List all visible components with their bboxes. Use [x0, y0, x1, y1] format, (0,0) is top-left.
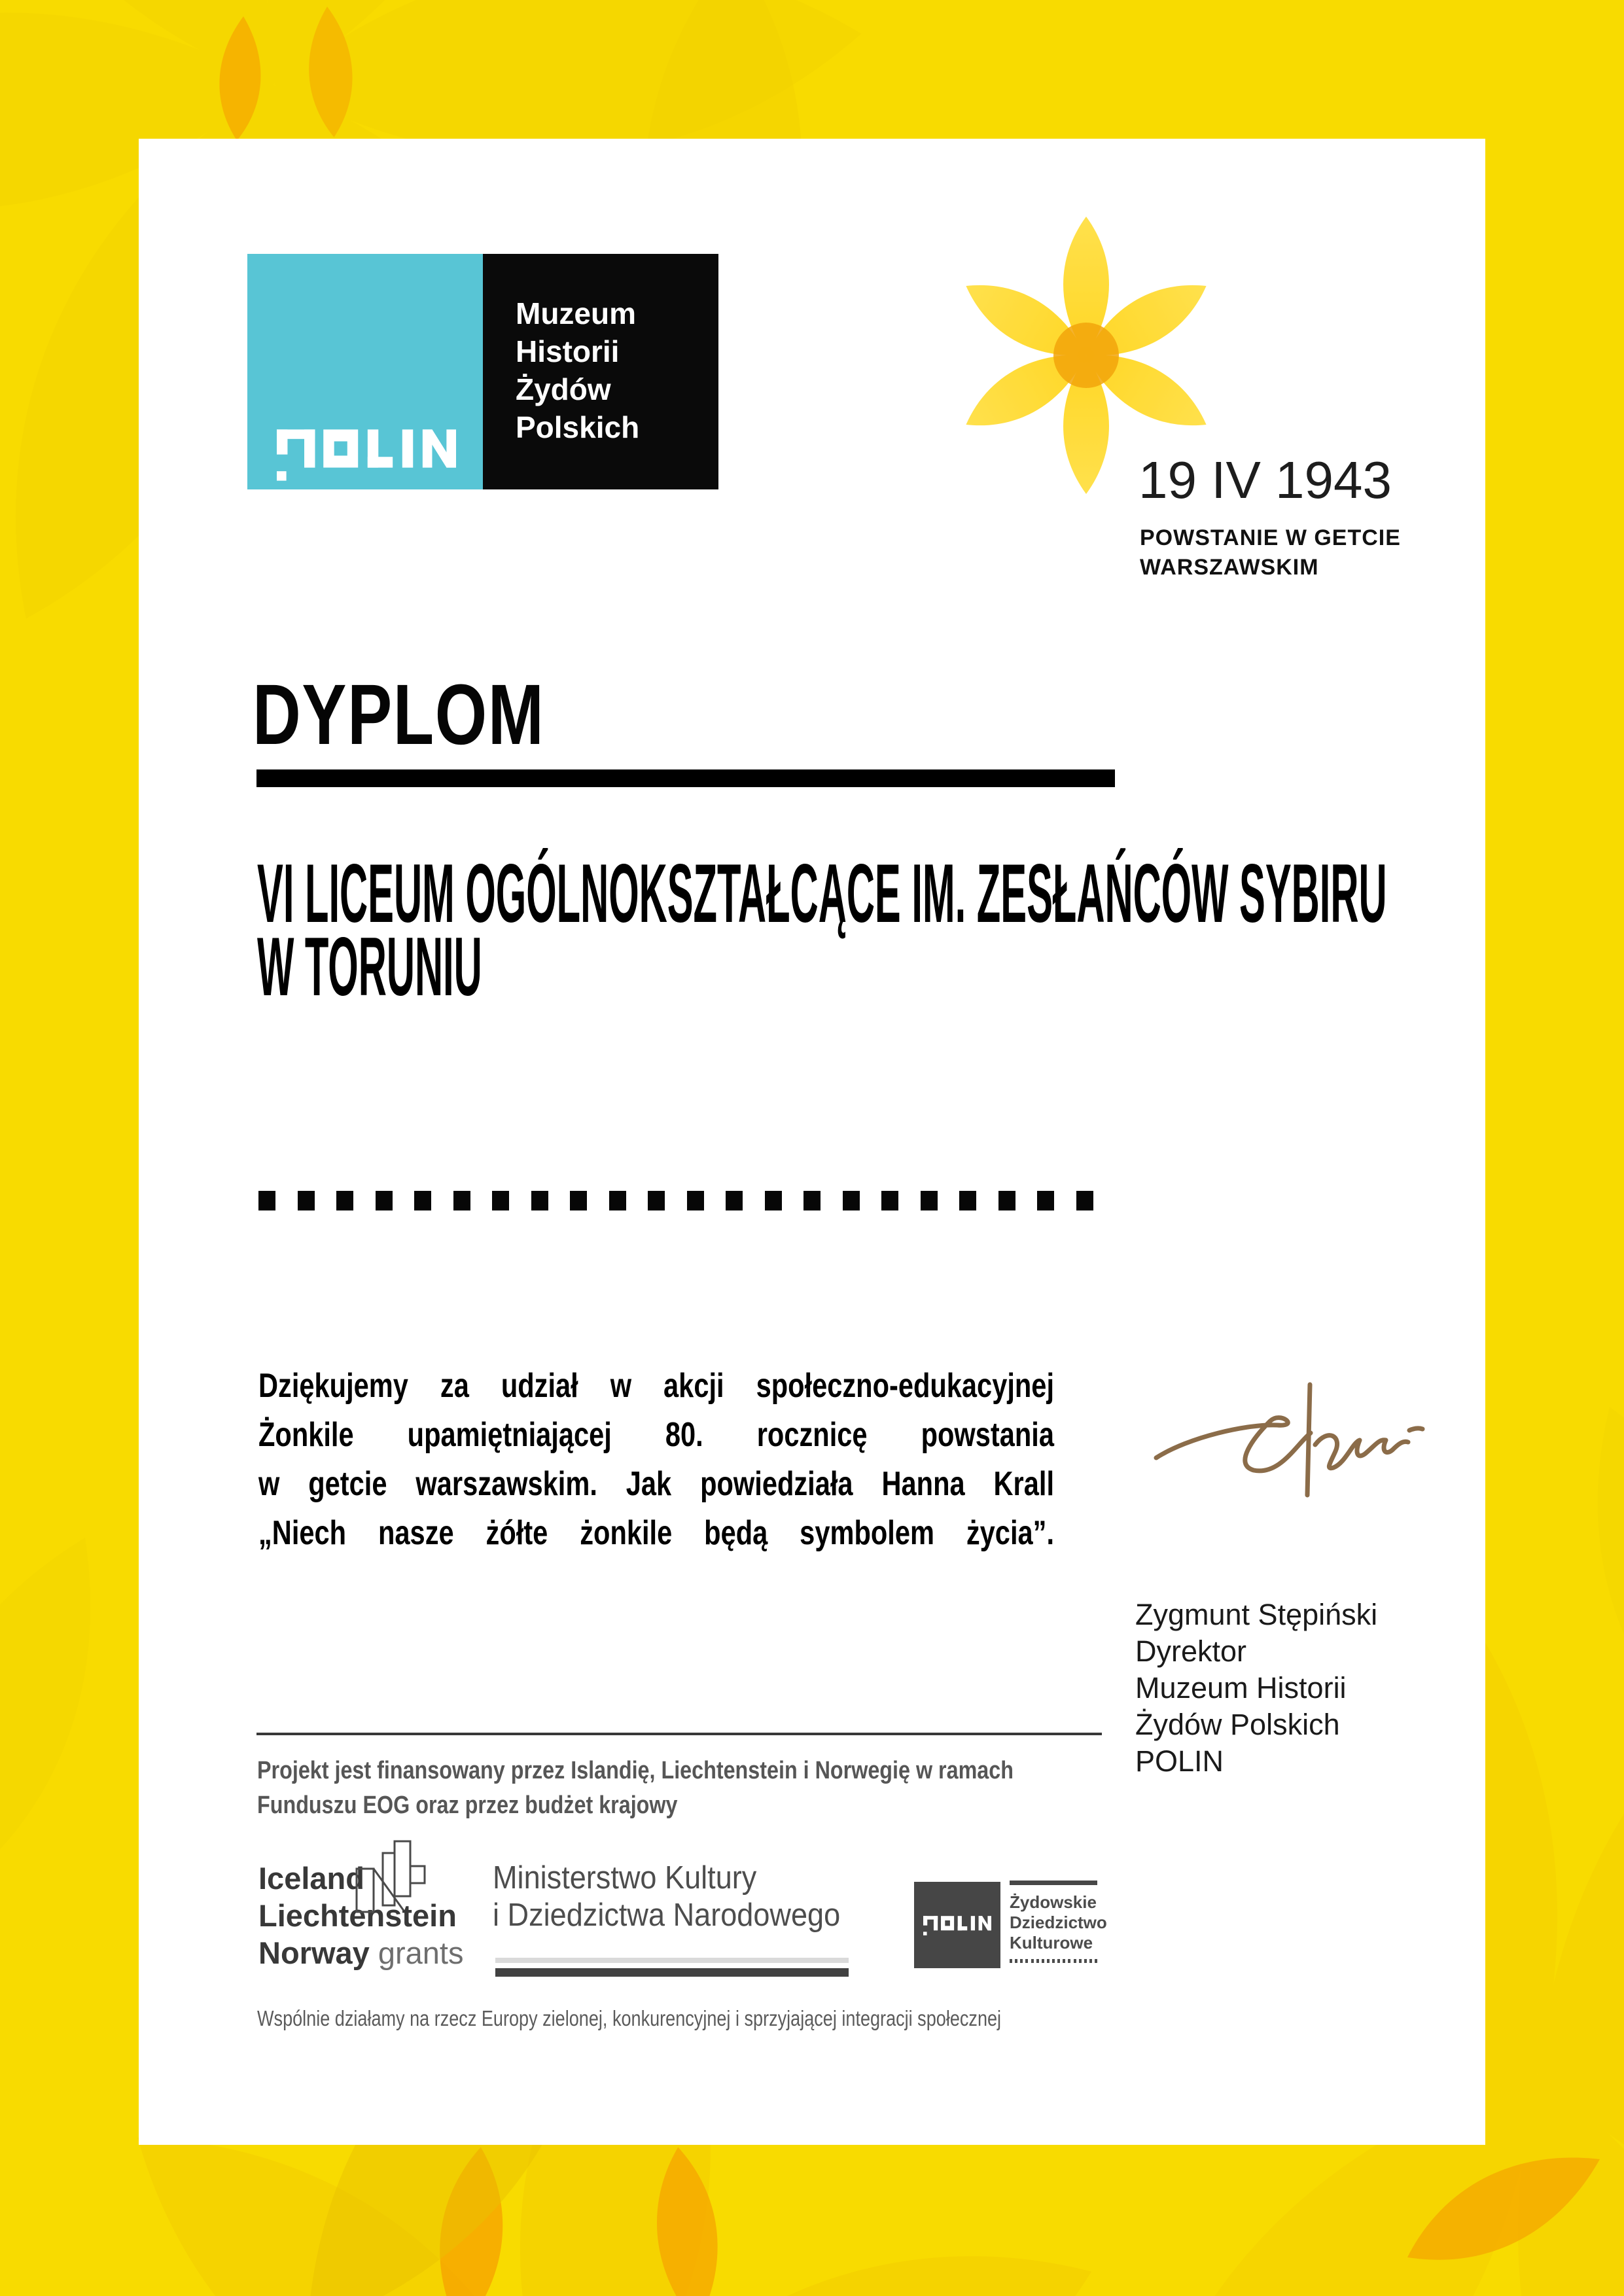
body-line: „Niech nasze żółte żonkile będą symbolem życia”. [258, 1514, 1054, 1552]
recipient-name-line1: VI LICEUM OGÓLNOKSZTAŁCĄCE IM. ZESŁAŃCÓW SYBIRU [257, 847, 1387, 940]
heritage-dotted-line [1010, 1959, 1097, 1963]
polin-heritage-box [914, 1882, 1000, 1968]
jewish-heritage-label: Żydowskie Dziedzictwo Kulturowe [1010, 1892, 1107, 1952]
ministry-flag-bar-light [495, 1958, 849, 1963]
title-underline [256, 769, 1115, 787]
polin-logo-teal-box [247, 254, 483, 489]
signature-icon [1148, 1360, 1436, 1513]
divider-line [256, 1733, 1102, 1735]
museum-name: Muzeum Historii Żydów Polskich [516, 296, 640, 444]
body-line: Dziękujemy za udział w akcji społeczno-edukacyjnej [258, 1367, 1054, 1405]
eea-grants-logo: Iceland Liechtenstein Norway grants [258, 1861, 464, 1970]
body-line: w getcie warszawskim. Jak powiedziała Hanna Krall [258, 1465, 1054, 1503]
signatory-block: Zygmunt Stępiński Dyrektor Muzeum Historii Żydów Polskich POLIN [1135, 1598, 1378, 1778]
eea-grants-icon [355, 1839, 429, 1915]
signatory-name: Zygmunt Stępiński [1135, 1598, 1378, 1631]
polin-wordmark-small-icon [923, 1916, 991, 1935]
date-heading: 19 IV 1943 [1139, 451, 1392, 509]
polin-logo-black-box [483, 254, 718, 489]
polin-wordmark-icon [277, 429, 456, 481]
diploma-title: DYPLOM [253, 666, 545, 762]
footer-note: Wspólnie działamy na rzecz Europy zielonej, konkurencyjnej i sprzyjającej integracji społecznej [257, 2006, 1002, 2030]
body-line: Żonkile upamiętniającej 80. rocznicę powstania [258, 1416, 1054, 1454]
heritage-top-bar [1010, 1881, 1097, 1885]
body-paragraph [258, 1366, 1054, 1563]
dotted-separator [258, 1191, 1093, 1210]
recipient-name-line2: W TORUNIU [257, 920, 482, 1013]
signatory-role: Dyrektor [1135, 1634, 1247, 1668]
funding-note: Projekt jest finansowany przez Islandię, Liechtenstein i Norwegię w ramach Funduszu EOG oraz przez budżet krajowy [257, 1757, 1014, 1819]
date-subtitle: POWSTANIE W GETCIE WARSZAWSKIM [1140, 525, 1401, 580]
ministry-flag-bar-dark [495, 1968, 849, 1977]
ministry-logo: Ministerstwo Kultury i Dziedzictwa Narodowego [493, 1860, 841, 1933]
